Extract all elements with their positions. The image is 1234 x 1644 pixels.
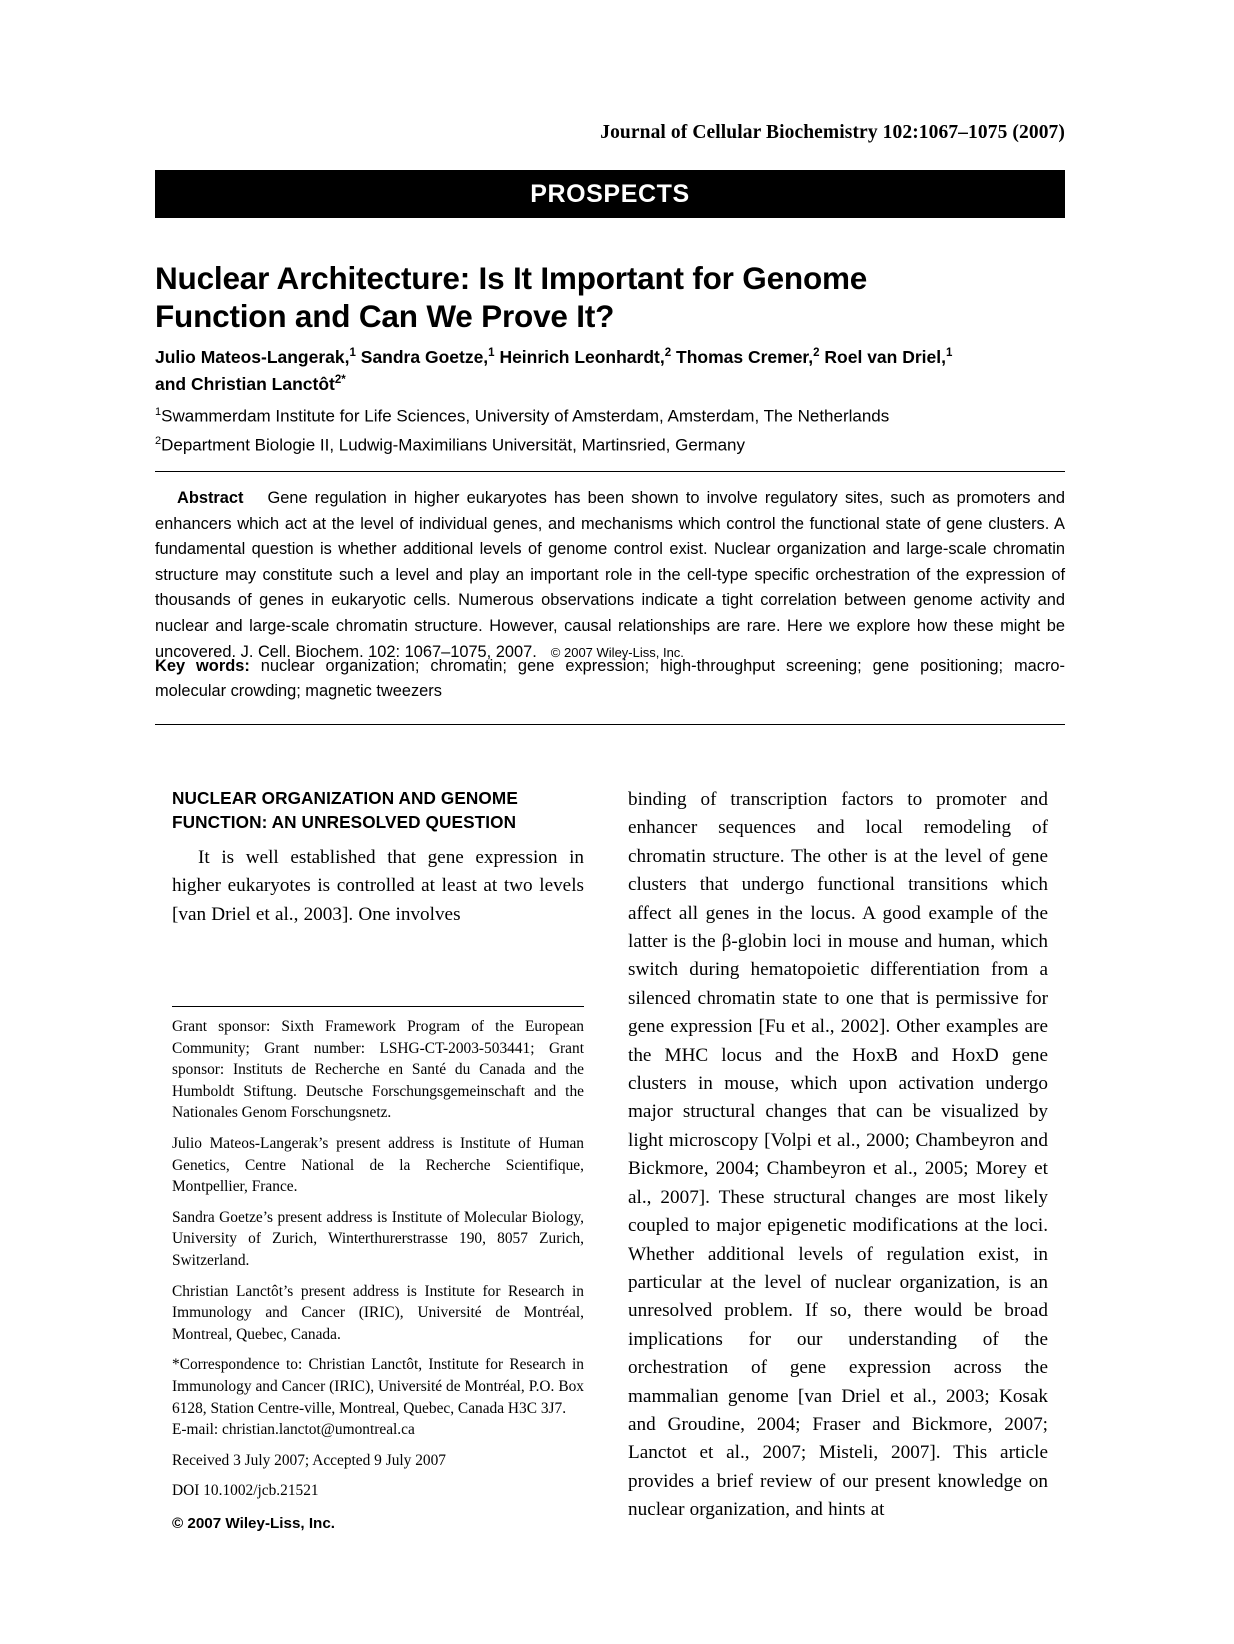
author-affiliation-marker-corresponding: 2* — [334, 373, 346, 386]
journal-running-head: Journal of Cellular Biochemistry 102:1067–1075 (2007) — [600, 122, 1065, 143]
body-column-left — [172, 786, 584, 929]
keywords-text: nuclear organization; chromatin; gene expression; high-throughput screening; gene positioning; macro-molecular crowding; magnetic tweezers — [155, 657, 1065, 700]
body-paragraph-left: It is well established that gene expression in higher eukaryotes is controlled at least at two levels [van Driel et al., 2003]. One involves — [172, 847, 584, 925]
author-name-4: Thomas Cremer, — [671, 346, 814, 367]
footnote-present-address-2: Sandra Goetze’s present address is Institute of Molecular Biology, University of Zurich, Winterthurerstrasse 190, 8057 Zurich, Switzerland. — [172, 1208, 584, 1269]
abstract-label: Abstract — [177, 489, 244, 507]
footnote-present-address-1: Julio Mateos-Langerak’s present address is Institute of Human Genetics, Centre National de la Recherche Scientifique, Montpellier, France. — [172, 1134, 584, 1196]
author-name-5: Roel van Driel, — [819, 346, 946, 367]
affiliation-item — [155, 400, 1055, 429]
footnote-correspondence: *Correspondence to: Christian Lanctôt, Institute for Research in Immunology and Cancer (IRIC), Université de Montréal, P.O. Box 6128, Station Centre-ville, Montreal, Quebec, Canada H3C 3J7. — [172, 1356, 584, 1417]
author-name-2: Sandra Goetze, — [355, 346, 489, 367]
affiliation-text: Swammerdam Institute for Life Sciences, University of Amsterdam, Amsterdam, The Netherlands — [161, 406, 890, 426]
author-affiliation-marker: 1 — [488, 347, 495, 359]
footnote-block — [172, 1016, 584, 1543]
divider-below-keywords — [155, 724, 1065, 725]
author-affiliation-marker: 1 — [945, 347, 953, 359]
body-paragraph-right: binding of transcription factors to promoter and enhancer sequences and local remodeling of chromatin structure. The other is at the level of gene clusters that undergo functional transitions which affect all genes in the locus. A good example of the latter is the β-globin loci in mouse and human, which switch during hematopoietic differentiation from a silenced chromatin state to one that is permissive for gene expression [Fu et al., 2002]. Other examples are the MHC locus and the HoxB and HoxD gene clusters in mouse, which upon activation undergo major structural changes that can be visualized by light microscopy [Volpi et al., 2000; Chambeyron and Bickmore, 2004; Chambeyron et al., 2005; Morey et al., 2007]. These structural changes are most likely coupled to major epigenetic modifications at the loci. Whether additional levels of regulation exist, in particular at the level of nuclear organization, is an unresolved problem. If so, there would be broad implications for our understanding of the orchestration of gene expression across the mammalian genome [van Driel et al., 2003; Kosak and Groudine, 2004; Fraser and Bickmore, 2007; Lanctot et al., 2007; Misteli, 2007]. This article provides a brief review of our present knowledge on nuclear organization, and hints at — [628, 789, 1048, 1521]
abstract-text: Gene regulation in higher eukaryotes has been shown to involve regulatory sites, such as promoters and enhancers which act at the level of individual genes, and mechanisms which control the functional state of gene clusters. A fundamental question is whether additional levels of genome control exist. Nuclear organization and large-scale chromatin structure may constitute such a level and play an important role in the cell-type specific orchestration of the expression of thousands of genes in eukaryotic cells. Numerous observations indicate a tight correlation between genome activity and nuclear and large-scale chromatin structure. However, causal relationships are rare. Here we explore how these might be uncovered. J. Cell. Biochem. 102: 1067–1075, 2007. — [155, 489, 1065, 661]
author-name-1: Julio Mateos-Langerak, — [155, 346, 350, 367]
footnote-received-accepted: Received 3 July 2007; Accepted 9 July 2007 — [172, 1451, 446, 1469]
footnote-present-address-3: Christian Lanctôt’s present address is Institute for Research in Immunology and Cancer (IRIC), Université de Montréal, Montreal, Quebec, Canada. — [172, 1282, 584, 1343]
affiliation-marker: 2 — [155, 434, 162, 447]
footnote-email[interactable]: E-mail: christian.lanctot@umontreal.ca — [172, 1421, 415, 1439]
author-name-6: and Christian Lanctôt — [155, 373, 335, 394]
abstract-block — [155, 486, 1065, 665]
body-column-right — [628, 786, 1048, 1525]
abstract-copyright: © 2007 Wiley-Liss, Inc. — [550, 644, 684, 660]
footnote-grant-sponsor: Grant sponsor: Sixth Framework Program of the European Community; Grant number: LSHG-CT-2003-503441; Grant sponsor: Instituts de Recherche en Santé du Canada and the Humboldt Stiftung. Deutsche Forschungsgemeinschaft and the Nationales Genom Forschungsnetz. — [172, 1018, 584, 1122]
footnote-doi[interactable]: DOI 10.1002/jcb.21521 — [172, 1482, 319, 1500]
divider-above-footnotes — [172, 1006, 584, 1007]
affiliation-marker: 1 — [155, 406, 162, 418]
keywords-block — [155, 654, 1065, 704]
author-list — [155, 342, 1035, 396]
banner-label: PROSPECTS — [530, 179, 690, 208]
section-heading: NUCLEAR ORGANIZATION AND GENOME FUNCTION: AN UNRESOLVED QUESTION — [172, 788, 518, 832]
author-name-3: Heinrich Leonhardt, — [494, 346, 665, 367]
affiliation-item — [155, 429, 1055, 458]
affiliation-text: Department Biologie II, Ludwig-Maximilians Universität, Martinsried, Germany — [161, 435, 746, 455]
affiliation-list — [155, 400, 1055, 457]
author-affiliation-marker: 2 — [664, 347, 672, 359]
prospects-banner — [155, 170, 1065, 218]
author-affiliation-marker: 2 — [813, 347, 820, 359]
author-affiliation-marker: 1 — [349, 347, 356, 359]
divider-above-abstract — [155, 471, 1065, 472]
article-title: Nuclear Architecture: Is It Important for Genome Function and Can We Prove It? — [155, 260, 868, 335]
footnote-copyright: © 2007 Wiley-Liss, Inc. — [172, 1514, 335, 1532]
keywords-label: Key words: — [155, 657, 250, 675]
